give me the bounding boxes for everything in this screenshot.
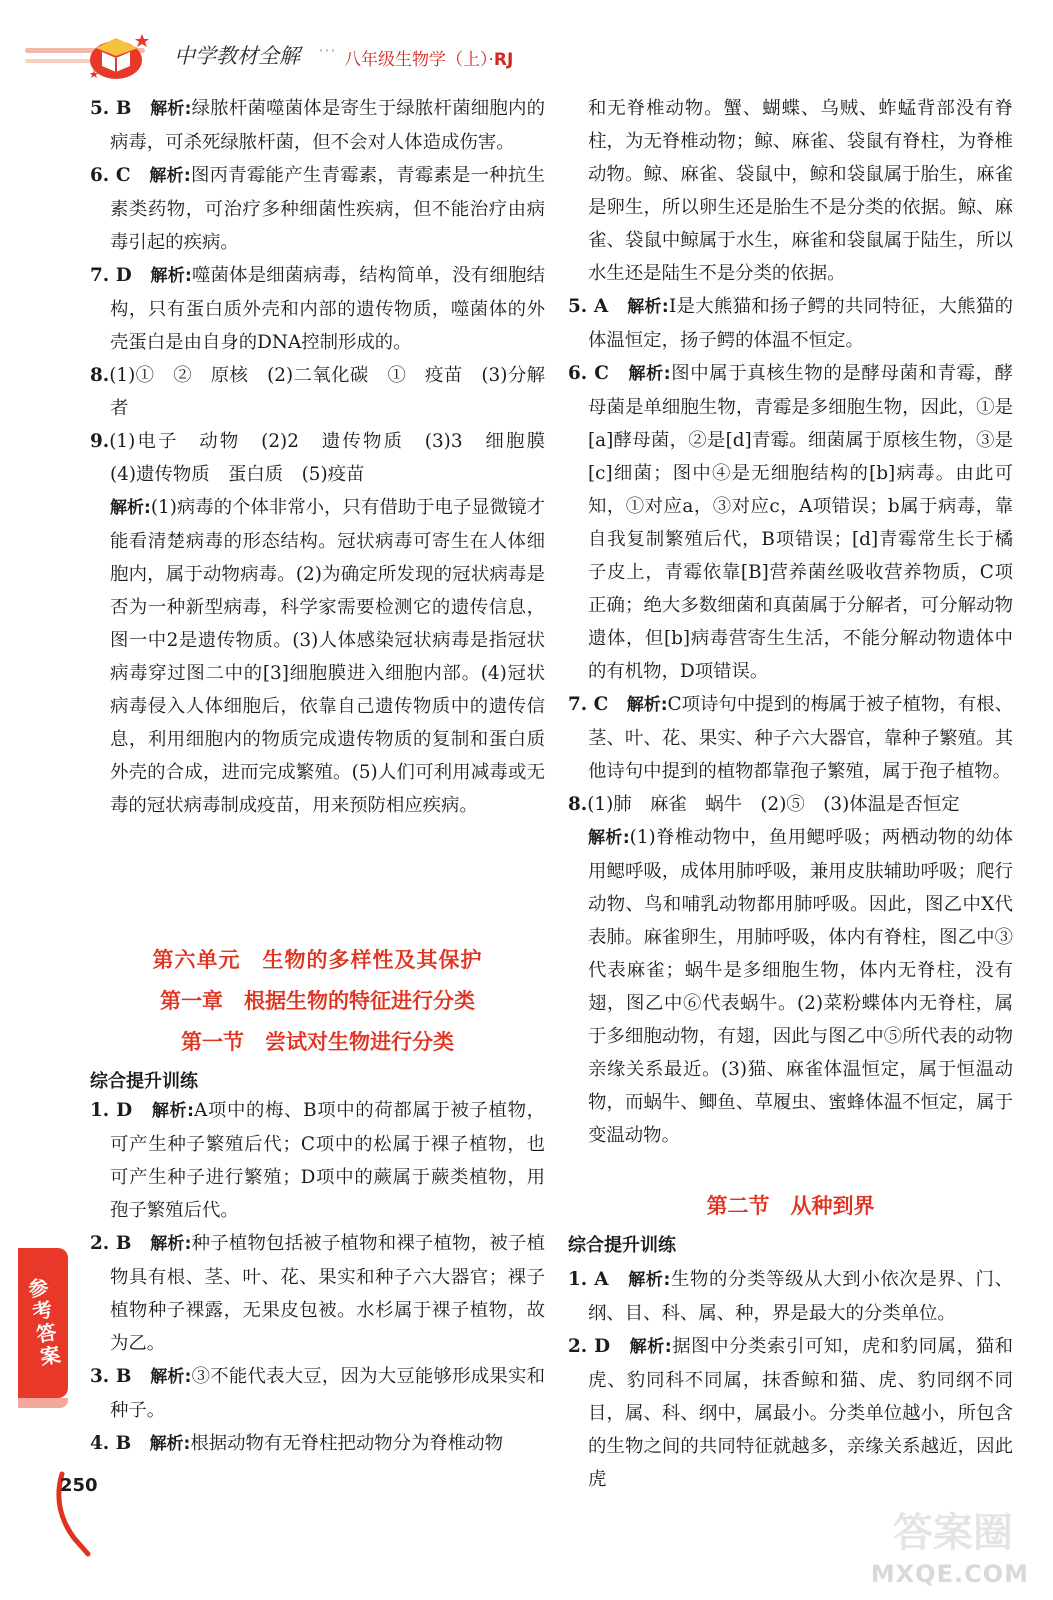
answer-item: 5. A 解析:Ⅰ是大熊猫和扬子鳄的共同特征，大熊猫的体温恒定，扬子鳄的体温不恒定。 [568, 296, 1013, 351]
page-number: 250 [60, 1475, 98, 1496]
right-column-lower [568, 1186, 1013, 1496]
book-title: 中学教材全解 [174, 44, 300, 68]
answer-item: 2. D 解析:据图中分类索引可知，虎和豹同属，猫和虎、豹同科不同属，抹香鲸和猫、虎、豹同纲不同目，属、科、纲中，属最小。分类单位越小，所包含的生物之间的共同特征就越多，亲缘关系越近，因此虎 [568, 1336, 1013, 1490]
answer-item: 7. D 解析:噬菌体是细菌病毒，结构简单，没有细胞结构，只有蛋白质外壳和内部的遗传物质，噬菌体的外壳蛋白是由自身的DNA控制形成的。 [90, 265, 545, 353]
answer-item: 6. C 解析:图丙青霉能产生青霉素，青霉素是一种抗生素类药物，可治疗多种细菌性疾病，但不能治疗由病毒引起的疾病。 [90, 165, 545, 253]
watermark-logo: 答案圈 [893, 1510, 1013, 1556]
answer-continuation: 和无脊椎动物。蟹、蝴蝶、乌贼、蚱蜢背部没有脊柱，为无脊椎动物；鲸、麻雀、袋鼠有脊柱，为脊椎动物。鲸、麻雀、袋鼠中，鲸和袋鼠属于胎生，麻雀是卵生，所以卵生还是胎生不是分类的依据。鲸、麻雀、袋鼠中鲸属于水生，麻雀和袋鼠属于陆生，所以水生还是陆生不是分类的依据。 [588, 98, 1013, 284]
answer-item: 3. B 解析:③不能代表大豆，因为大豆能够形成果实和种子。 [90, 1366, 545, 1421]
answer-item: 1. D 解析:A项中的梅、B项中的荷都属于被子植物，可产生种子繁殖后代；C项中的松属于裸子植物，也可产生种子进行繁殖；D项中的蕨属于蕨类植物，用孢子繁殖后代。 [90, 1100, 545, 1221]
side-tab-label: 参考答案 [22, 1275, 63, 1371]
exercise-heading: 综合提升训练 [90, 1071, 198, 1092]
answer-item: 8.(1)① ② 原核 (2)二氧化碳 ① 疫苗 (3)分解者 [90, 365, 545, 419]
answer-item: 2. B 解析:种子植物包括被子植物和裸子植物，被子植物具有根、茎、叶、花、果实和种子六大器官；裸子植物种子裸露，无果皮包被。水杉属于裸子植物，故为乙。 [90, 1233, 545, 1354]
answer-explanation: 解析:(1)病毒的个体非常小，只有借助于电子显微镜才能看清楚病毒的形态结构。冠状病毒可寄生在人体细胞内，属于动物病毒。(2)为确定所发现的冠状病毒是否为一种新型病毒，科学家需要检测它的遗传信息，图一中2是遗传物质。(3)人体感染冠状病毒是指冠状病毒穿过图二中的[3]细胞膜进入细胞内部。(4)冠状病毒侵入人体细胞后，依靠自己遗传物质中的遗传信息，利用细胞内的物质完成遗传物质的复制和蛋白质外壳的合成，进而完成繁殖。(5)人们可利用减毒或无毒的冠状病毒制成疫苗，用来预防相应疾病。 [110, 497, 545, 816]
left-column-top [90, 92, 564, 822]
unit-title: 第六单元 生物的多样性及其保护 [152, 948, 483, 972]
answer-item: 9.(1)电子 动物 (2)2 遗传物质 (3)3 细胞膜 (4)遗传物质 蛋白质 (5)疫苗 [90, 431, 564, 485]
answer-item: 8.(1)肺 麻雀 蜗牛 (2)⑤ (3)体温是否恒定 [568, 794, 960, 815]
side-tab-shadow [18, 1398, 68, 1408]
section-title: 第二节 从种到界 [706, 1194, 875, 1218]
book-subtitle: 八年级生物学（上）·RJ [344, 50, 514, 70]
answer-item: 7. C 解析:C项诗句中提到的梅属于被子植物，有根、茎、叶、花、果实、种子六大器官，靠种子繁殖。其他诗句中提到的植物都靠孢子繁殖，属于孢子植物。 [568, 694, 1013, 782]
answer-item: 6. C 解析:图中属于真核生物的是酵母菌和青霉，酵母菌是单细胞生物，青霉是多细胞生物，因此，①是[a]酵母菌，②是[d]青霉。细菌属于原核生物，③是[c]细菌；图中④是无细胞结构的[b]病毒。由此可知，①对应a，③对应c，A项错误；b属于病毒，靠自我复制繁殖后代，B项错误；[d]青霉常生长于橘子皮上，青霉依靠[B]营养菌丝吸收营养物质，C项正确；绝大多数细菌和真菌属于分解者，可分解动物遗体，但[b]病毒营寄生生活，不能分解动物遗体中的有机物，D项错误。 [568, 363, 1013, 682]
header-separator: ⋯ [318, 40, 336, 61]
answer-explanation: 解析:(1)脊椎动物中，鱼用鳃呼吸；两栖动物的幼体用鳃呼吸，成体用肺呼吸，兼用皮肤辅助呼吸；爬行动物、鸟和哺乳动物都用肺呼吸。因此，图乙中X代表肺。麻雀卵生，用肺呼吸，体内有脊柱，图乙中③代表麻雀；蜗牛是多细胞生物，体内无脊柱，没有翅，图乙中⑥代表蜗牛。(2)菜粉蝶体内无脊柱，属于多细胞动物，有翅，因此与图乙中⑤所代表的动物亲缘关系最近。(3)猫、麻雀体温恒定，属于恒温动物，而蜗牛、鲫鱼、草履虫、蜜蜂体温不恒定，属于变温动物。 [588, 827, 1013, 1146]
left-column-lower [90, 1094, 545, 1461]
answer-item: 1. A 解析:生物的分类等级从大到小依次是界、门、纲、目、科、属、种，界是最大的分类单位。 [568, 1269, 1013, 1324]
answer-item: 4. B 解析:根据动物有无脊柱把动物分为脊椎动物 [90, 1433, 504, 1454]
section-title: 第一节 尝试对生物进行分类 [181, 1030, 454, 1054]
exercise-heading: 综合提升训练 [568, 1235, 676, 1256]
answer-item: 5. B 解析:绿脓杆菌噬菌体是寄生于绿脓杆菌细胞内的病毒，可杀死绿脓杆菌，但不会对人体造成伤害。 [90, 98, 545, 153]
answer-key-side-tab [18, 1248, 68, 1398]
right-column-top [568, 92, 1013, 1152]
edition-label: RJ [493, 50, 514, 70]
chapter-title: 第一章 根据生物的特征进行分类 [160, 989, 475, 1013]
book-logo-icon [86, 26, 150, 82]
watermark-url: MXQE.COM [870, 1560, 1029, 1588]
section-headings [90, 940, 545, 1099]
page-header [0, 0, 1053, 90]
